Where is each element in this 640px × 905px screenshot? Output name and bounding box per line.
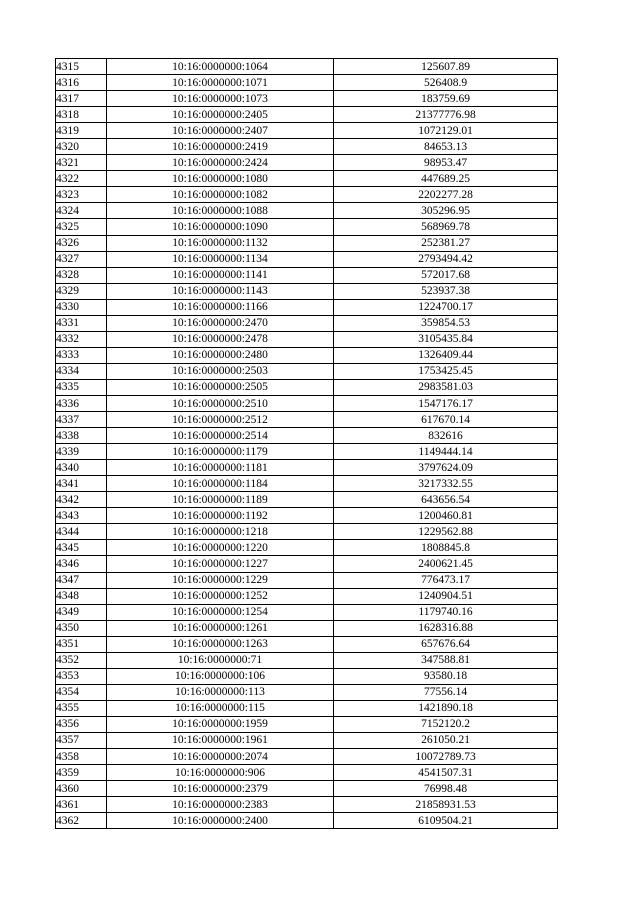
row-id-cell: 4358: [56, 749, 107, 765]
value-cell: 1326409.44: [334, 347, 558, 363]
value-cell: 643656.54: [334, 492, 558, 508]
value-cell: 572017.68: [334, 267, 558, 283]
cadastral-number-cell: 10:16:0000000:1064: [107, 59, 334, 75]
value-cell: 76998.48: [334, 781, 558, 797]
row-id-cell: 4342: [56, 492, 107, 508]
row-id-cell: 4331: [56, 315, 107, 331]
cadastral-number-cell: 10:16:0000000:1071: [107, 75, 334, 91]
row-id-cell: 4320: [56, 139, 107, 155]
table-row: [56, 540, 558, 556]
table-row: [56, 620, 558, 636]
row-id-cell: 4332: [56, 331, 107, 347]
value-cell: 1421890.18: [334, 700, 558, 716]
table-row: [56, 476, 558, 492]
cadastral-number-cell: 10:16:0000000:2510: [107, 395, 334, 411]
table-row: [56, 684, 558, 700]
cadastral-number-cell: 10:16:0000000:2407: [107, 123, 334, 139]
cadastral-number-cell: 10:16:0000000:115: [107, 700, 334, 716]
cadastral-number-cell: 10:16:0000000:1218: [107, 524, 334, 540]
value-cell: 1072129.01: [334, 123, 558, 139]
cadastral-number-cell: 10:16:0000000:2400: [107, 813, 334, 829]
value-cell: 1240904.51: [334, 588, 558, 604]
row-id-cell: 4322: [56, 171, 107, 187]
value-cell: 359854.53: [334, 315, 558, 331]
value-cell: 1808845.8: [334, 540, 558, 556]
cadastral-number-cell: 10:16:0000000:2424: [107, 155, 334, 171]
value-cell: 447689.25: [334, 171, 558, 187]
row-id-cell: 4315: [56, 59, 107, 75]
row-id-cell: 4355: [56, 700, 107, 716]
value-cell: 1753425.45: [334, 363, 558, 379]
cadastral-number-cell: 10:16:0000000:2419: [107, 139, 334, 155]
value-cell: 84653.13: [334, 139, 558, 155]
cadastral-number-cell: 10:16:0000000:1134: [107, 251, 334, 267]
row-id-cell: 4329: [56, 283, 107, 299]
row-id-cell: 4325: [56, 219, 107, 235]
row-id-cell: 4350: [56, 620, 107, 636]
cadastral-number-cell: 10:16:0000000:2505: [107, 379, 334, 395]
table-row: [56, 716, 558, 732]
row-id-cell: 4340: [56, 460, 107, 476]
cadastral-number-cell: 10:16:0000000:1227: [107, 556, 334, 572]
row-id-cell: 4354: [56, 684, 107, 700]
row-id-cell: 4335: [56, 379, 107, 395]
cadastral-number-cell: 10:16:0000000:1252: [107, 588, 334, 604]
row-id-cell: 4326: [56, 235, 107, 251]
table-row: [56, 315, 558, 331]
table-row: [56, 155, 558, 171]
row-id-cell: 4362: [56, 813, 107, 829]
value-cell: 3105435.84: [334, 331, 558, 347]
table-row: [56, 444, 558, 460]
value-cell: 832616: [334, 428, 558, 444]
cadastral-number-cell: 10:16:0000000:1166: [107, 299, 334, 315]
row-id-cell: 4343: [56, 508, 107, 524]
value-cell: 183759.69: [334, 91, 558, 107]
cadastral-number-cell: 10:16:0000000:1192: [107, 508, 334, 524]
cadastral-number-cell: 10:16:0000000:1261: [107, 620, 334, 636]
table-row: [56, 428, 558, 444]
cadastral-number-cell: 10:16:0000000:1220: [107, 540, 334, 556]
row-id-cell: 4337: [56, 412, 107, 428]
table-row: [56, 267, 558, 283]
row-id-cell: 4344: [56, 524, 107, 540]
value-cell: 93580.18: [334, 668, 558, 684]
table-row: [56, 299, 558, 315]
value-cell: 3217332.55: [334, 476, 558, 492]
row-id-cell: 4348: [56, 588, 107, 604]
value-cell: 347588.81: [334, 652, 558, 668]
table-row: [56, 604, 558, 620]
table-row: [56, 572, 558, 588]
row-id-cell: 4353: [56, 668, 107, 684]
value-cell: 1179740.16: [334, 604, 558, 620]
table-row: [56, 732, 558, 748]
table-row: [56, 636, 558, 652]
value-cell: 77556.14: [334, 684, 558, 700]
table-row: [56, 652, 558, 668]
cadastral-number-cell: 10:16:0000000:2480: [107, 347, 334, 363]
row-id-cell: 4318: [56, 107, 107, 123]
cadastral-number-cell: 10:16:0000000:1141: [107, 267, 334, 283]
row-id-cell: 4347: [56, 572, 107, 588]
row-id-cell: 4323: [56, 187, 107, 203]
cadastral-number-cell: 10:16:0000000:1179: [107, 444, 334, 460]
value-cell: 2400621.45: [334, 556, 558, 572]
table-row: [56, 492, 558, 508]
table-row: [56, 412, 558, 428]
table-row: [56, 59, 558, 75]
table-row: [56, 187, 558, 203]
row-id-cell: 4330: [56, 299, 107, 315]
cadastral-number-cell: 10:16:0000000:906: [107, 765, 334, 781]
cadastral-number-cell: 10:16:0000000:1229: [107, 572, 334, 588]
value-cell: 2793494.42: [334, 251, 558, 267]
row-id-cell: 4324: [56, 203, 107, 219]
row-id-cell: 4357: [56, 732, 107, 748]
table-row: [56, 203, 558, 219]
cadastral-number-cell: 10:16:0000000:2514: [107, 428, 334, 444]
row-id-cell: 4328: [56, 267, 107, 283]
cadastral-number-cell: 10:16:0000000:1143: [107, 283, 334, 299]
value-cell: 568969.78: [334, 219, 558, 235]
cadastral-number-cell: 10:16:0000000:2383: [107, 797, 334, 813]
cadastral-number-cell: 10:16:0000000:1961: [107, 732, 334, 748]
table-row: [56, 749, 558, 765]
value-cell: 1200460.81: [334, 508, 558, 524]
value-cell: 776473.17: [334, 572, 558, 588]
cadastral-number-cell: 10:16:0000000:1082: [107, 187, 334, 203]
value-cell: 305296.95: [334, 203, 558, 219]
value-cell: 2983581.03: [334, 379, 558, 395]
table-row: [56, 251, 558, 267]
value-cell: 1547176.17: [334, 395, 558, 411]
row-id-cell: 4341: [56, 476, 107, 492]
table-row: [56, 524, 558, 540]
cadastral-number-cell: 10:16:0000000:113: [107, 684, 334, 700]
row-id-cell: 4333: [56, 347, 107, 363]
value-cell: 261050.21: [334, 732, 558, 748]
cadastral-number-cell: 10:16:0000000:2512: [107, 412, 334, 428]
cadastral-number-cell: 10:16:0000000:1181: [107, 460, 334, 476]
value-cell: 4541507.31: [334, 765, 558, 781]
value-cell: 98953.47: [334, 155, 558, 171]
value-cell: 523937.38: [334, 283, 558, 299]
row-id-cell: 4356: [56, 716, 107, 732]
cadastral-number-cell: 10:16:0000000:1073: [107, 91, 334, 107]
data-table: [55, 58, 558, 829]
cadastral-number-cell: 10:16:0000000:2074: [107, 749, 334, 765]
row-id-cell: 4346: [56, 556, 107, 572]
cadastral-number-cell: 10:16:0000000:1254: [107, 604, 334, 620]
row-id-cell: 4359: [56, 765, 107, 781]
value-cell: 10072789.73: [334, 749, 558, 765]
cadastral-number-cell: 10:16:0000000:2503: [107, 363, 334, 379]
cadastral-number-cell: 10:16:0000000:1090: [107, 219, 334, 235]
table-body: [56, 59, 558, 829]
row-id-cell: 4345: [56, 540, 107, 556]
table-row: [56, 460, 558, 476]
value-cell: 657676.64: [334, 636, 558, 652]
table-row: [56, 508, 558, 524]
row-id-cell: 4351: [56, 636, 107, 652]
cadastral-number-cell: 10:16:0000000:2405: [107, 107, 334, 123]
table-row: [56, 700, 558, 716]
table-row: [56, 75, 558, 91]
value-cell: 2202277.28: [334, 187, 558, 203]
row-id-cell: 4336: [56, 395, 107, 411]
value-cell: 1224700.17: [334, 299, 558, 315]
cadastral-number-cell: 10:16:0000000:106: [107, 668, 334, 684]
row-id-cell: 4316: [56, 75, 107, 91]
row-id-cell: 4319: [56, 123, 107, 139]
table-row: [56, 123, 558, 139]
row-id-cell: 4327: [56, 251, 107, 267]
table-row: [56, 781, 558, 797]
value-cell: 3797624.09: [334, 460, 558, 476]
row-id-cell: 4352: [56, 652, 107, 668]
row-id-cell: 4360: [56, 781, 107, 797]
table-row: [56, 765, 558, 781]
row-id-cell: 4349: [56, 604, 107, 620]
cadastral-number-cell: 10:16:0000000:1184: [107, 476, 334, 492]
value-cell: 21377776.98: [334, 107, 558, 123]
table-row: [56, 235, 558, 251]
value-cell: 1628316.88: [334, 620, 558, 636]
value-cell: 125607.89: [334, 59, 558, 75]
table-row: [56, 107, 558, 123]
value-cell: 526408.9: [334, 75, 558, 91]
table-row: [56, 283, 558, 299]
row-id-cell: 4338: [56, 428, 107, 444]
value-cell: 7152120.2: [334, 716, 558, 732]
cadastral-number-cell: 10:16:0000000:1959: [107, 716, 334, 732]
row-id-cell: 4334: [56, 363, 107, 379]
table-row: [56, 219, 558, 235]
value-cell: 1149444.14: [334, 444, 558, 460]
value-cell: 21858931.53: [334, 797, 558, 813]
table-row: [56, 171, 558, 187]
cadastral-number-cell: 10:16:0000000:1132: [107, 235, 334, 251]
cadastral-number-cell: 10:16:0000000:1080: [107, 171, 334, 187]
cadastral-number-cell: 10:16:0000000:71: [107, 652, 334, 668]
table-row: [56, 379, 558, 395]
row-id-cell: 4317: [56, 91, 107, 107]
value-cell: 6109504.21: [334, 813, 558, 829]
value-cell: 252381.27: [334, 235, 558, 251]
cadastral-number-cell: 10:16:0000000:1263: [107, 636, 334, 652]
row-id-cell: 4361: [56, 797, 107, 813]
table-row: [56, 813, 558, 829]
row-id-cell: 4321: [56, 155, 107, 171]
table-row: [56, 395, 558, 411]
value-cell: 1229562.88: [334, 524, 558, 540]
table-row: [56, 91, 558, 107]
table-row: [56, 331, 558, 347]
cadastral-number-cell: 10:16:0000000:1189: [107, 492, 334, 508]
table-row: [56, 139, 558, 155]
table-row: [56, 347, 558, 363]
table-row: [56, 588, 558, 604]
row-id-cell: 4339: [56, 444, 107, 460]
cadastral-number-cell: 10:16:0000000:2478: [107, 331, 334, 347]
value-cell: 617670.14: [334, 412, 558, 428]
table-row: [56, 556, 558, 572]
cadastral-number-cell: 10:16:0000000:1088: [107, 203, 334, 219]
table-row: [56, 668, 558, 684]
cadastral-number-cell: 10:16:0000000:2470: [107, 315, 334, 331]
table-row: [56, 363, 558, 379]
table-row: [56, 797, 558, 813]
cadastral-number-cell: 10:16:0000000:2379: [107, 781, 334, 797]
